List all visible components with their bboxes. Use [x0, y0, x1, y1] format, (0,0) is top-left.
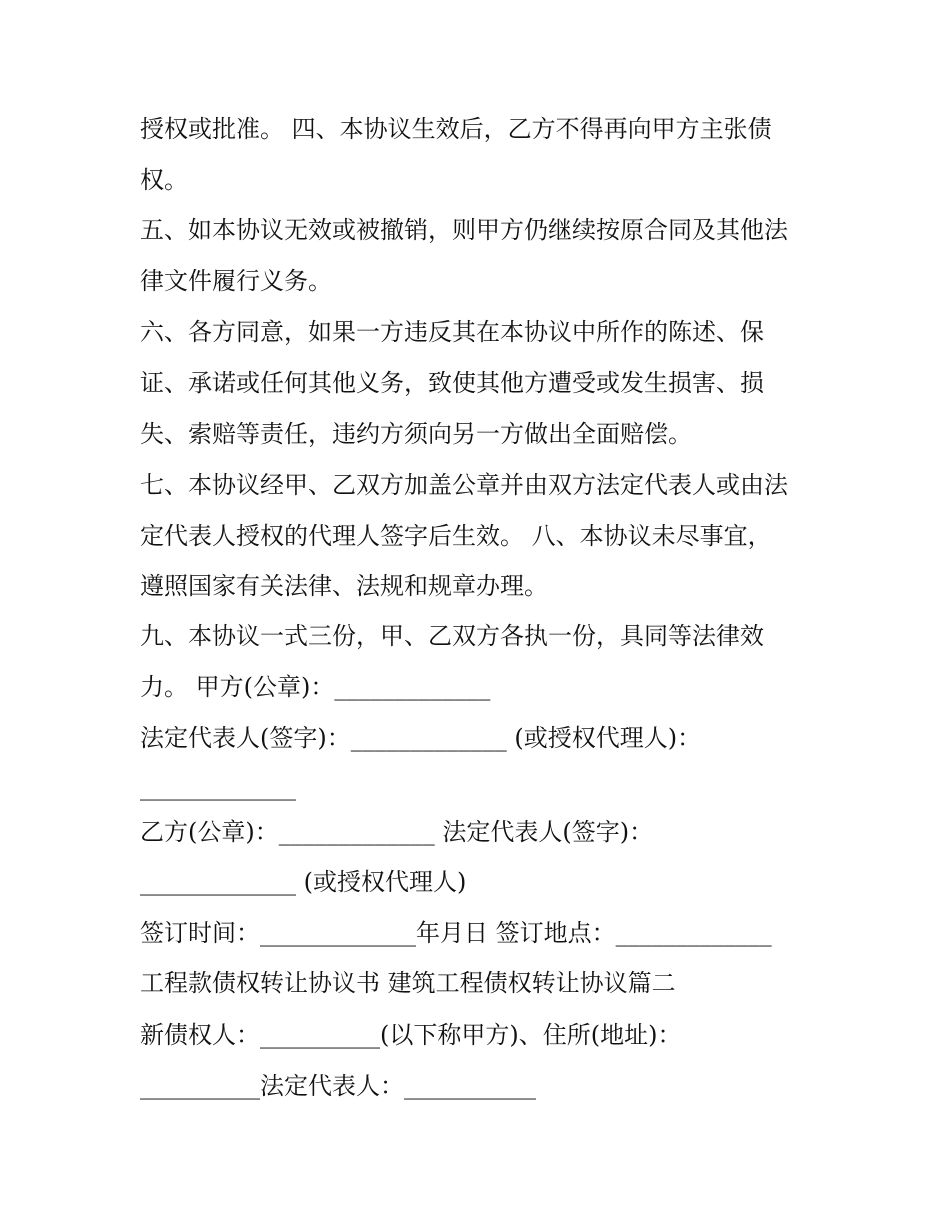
text-line: _____________ — [140, 773, 296, 801]
text-line: 六、各方同意，如果一方违反其在本协议中所作的陈述、保 — [140, 318, 764, 346]
text-line: 证、承诺或任何其他义务，致使其他方遭受或发生损害、损 — [140, 369, 764, 397]
text-line: 授权或批准。 四、本协议生效后，乙方不得再向甲方主张债 — [140, 115, 772, 143]
text-line: 工程款债权转让协议书 建筑工程债权转让协议篇二 — [140, 969, 676, 997]
text-line: __________法定代表人：___________ — [140, 1072, 536, 1100]
text-line: 失、索赔等责任，违约方须向另一方做出全面赔偿。 — [140, 420, 692, 448]
text-line: 法定代表人(签字)：_____________ (或授权代理人)： — [140, 724, 702, 752]
text-line: _____________ (或授权代理人) — [140, 868, 467, 896]
text-line: 遵照国家有关法律、法规和规章办理。 — [140, 572, 548, 600]
text-line: 七、本协议经甲、乙双方加盖公章并由双方法定代表人或由法 — [140, 471, 788, 499]
text-line: 九、本协议一式三份，甲、乙双方各执一份，具同等法律效 — [140, 622, 764, 650]
text-line: 乙方(公章)：_____________ 法定代表人(签字)： — [140, 818, 654, 846]
text-line: 五、如本协议无效或被撤销，则甲方仍继续按原合同及其他法 — [140, 216, 788, 244]
text-line: 定代表人授权的代理人签字后生效。 八、本协议未尽事宜， — [140, 522, 772, 550]
text-line: 律文件履行义务。 — [140, 267, 332, 295]
text-line: 新债权人：__________(以下称甲方)、住所(地址)： — [140, 1021, 682, 1049]
text-line: 权。 — [140, 166, 188, 194]
text-line: 力。 甲方(公章)：_____________ — [140, 673, 491, 701]
text-line: 签订时间：_____________年月日 签订地点：_____________ — [140, 919, 772, 947]
